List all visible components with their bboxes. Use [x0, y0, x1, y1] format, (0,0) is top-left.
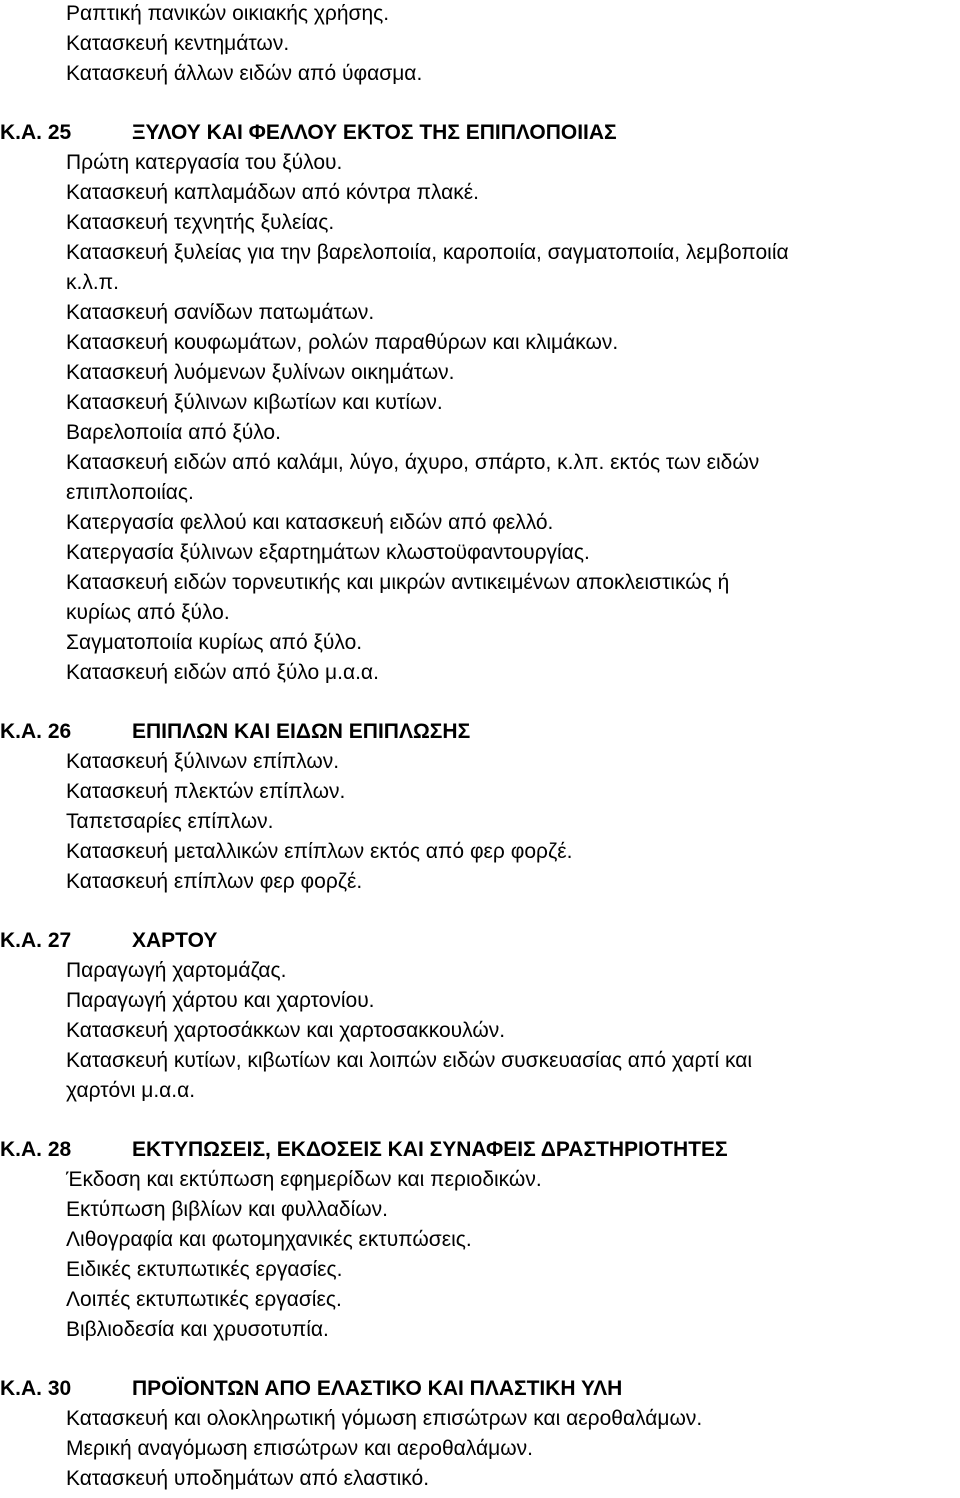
list-item: Ειδικές εκτυπωτικές εργασίες. — [66, 1258, 343, 1281]
list-item: Κατασκευή ειδών από καλάμι, λύγο, άχυρο, σπάρτο, κ.λπ. εκτός των ειδών — [66, 451, 760, 474]
list-item: Λιθογραφία και φωτομηχανικές εκτυπώσεις. — [66, 1228, 472, 1251]
list-item: Κατασκευή ξύλινων κιβωτίων και κυτίων. — [66, 391, 443, 414]
list-item: Παραγωγή χαρτομάζας. — [66, 959, 287, 982]
list-item: Κατασκευή σανίδων πατωμάτων. — [66, 301, 375, 324]
section-title: ΧΑΡΤΟΥ — [132, 929, 218, 952]
list-item: Μερική αναγόμωση επισώτρων και αεροθαλάμων. — [66, 1437, 533, 1460]
list-item: Κατασκευή κουφωμάτων, ρολών παραθύρων και κλιμάκων. — [66, 331, 619, 354]
list-item: Βαρελοποιία από ξύλο. — [66, 421, 281, 444]
list-item: κυρίως από ξύλο. — [66, 601, 230, 624]
section-code: Κ.Α. 30 — [0, 1377, 72, 1400]
list-item: Κατασκευή ειδών τορνευτικής και μικρών αντικειμένων αποκλειστικώς ή — [66, 571, 730, 594]
list-item: Παραγωγή χάρτου και χαρτονίου. — [66, 989, 375, 1012]
list-item: Κατεργασία ξύλινων εξαρτημάτων κλωστοϋφαντουργίας. — [66, 541, 590, 564]
list-item: Κατασκευή καπλαμάδων από κόντρα πλακέ. — [66, 181, 479, 204]
list-item: χαρτόνι μ.α.α. — [66, 1079, 196, 1102]
list-item: Λοιπές εκτυπωτικές εργασίες. — [66, 1288, 342, 1311]
list-item: Κατασκευή υποδημάτων από ελαστικό. — [66, 1467, 430, 1490]
section-title: ΕΚΤΥΠΩΣΕΙΣ, ΕΚΔΟΣΕΙΣ ΚΑΙ ΣΥΝΑΦΕΙΣ ΔΡΑΣΤΗΡΙΟΤΗΤΕΣ — [132, 1138, 728, 1161]
list-item: Κατασκευή άλλων ειδών από ύφασμα. — [66, 62, 423, 85]
list-item: Κατασκευή χαρτοσάκκων και χαρτοσακκουλών. — [66, 1019, 506, 1042]
list-item: Κατασκευή ειδών από ξύλο μ.α.α. — [66, 661, 379, 684]
list-item: Σαγματοποιία κυρίως από ξύλο. — [66, 631, 363, 654]
list-item: Κατασκευή λυόμενων ξυλίνων οικημάτων. — [66, 361, 455, 384]
list-item: Κατασκευή και ολοκληρωτική γόμωση επισώτρων και αεροθαλάμων. — [66, 1407, 703, 1430]
list-item: Βιβλιοδεσία και χρυσοτυπία. — [66, 1318, 329, 1341]
section-code: Κ.Α. 26 — [0, 720, 72, 743]
list-item: Κατασκευή τεχνητής ξυλείας. — [66, 211, 335, 234]
list-item: Ραπτική πανικών οικιακής χρήσης. — [66, 2, 390, 25]
list-item: Κατασκευή ξύλινων επίπλων. — [66, 750, 340, 773]
section-code: Κ.Α. 25 — [0, 121, 72, 144]
list-item: Κατασκευή επίπλων φερ φορζέ. — [66, 870, 363, 893]
list-item: Έκδοση και εκτύπωση εφημερίδων και περιοδικών. — [66, 1168, 542, 1191]
list-item: Κατασκευή μεταλλικών επίπλων εκτός από φερ φορζέ. — [66, 840, 573, 863]
list-item: Κατασκευή πλεκτών επίπλων. — [66, 780, 346, 803]
list-item: Ταπετσαρίες επίπλων. — [66, 810, 274, 833]
section-title: ΠΡΟΪΟΝΤΩΝ ΑΠΟ ΕΛΑΣΤΙΚΟ ΚΑΙ ΠΛΑΣΤΙΚΗ ΥΛΗ — [132, 1377, 623, 1400]
list-item: επιπλοποιίας. — [66, 481, 194, 504]
list-item: κ.λ.π. — [66, 271, 119, 294]
list-item: Κατεργασία φελλού και κατασκευή ειδών από φελλό. — [66, 511, 554, 534]
list-item: Κατασκευή κυτίων, κιβωτίων και λοιπών ειδών συσκευασίας από χαρτί και — [66, 1049, 753, 1072]
list-item: Πρώτη κατεργασία του ξύλου. — [66, 151, 343, 174]
section-code: Κ.Α. 28 — [0, 1138, 72, 1161]
list-item: Κατασκευή ξυλείας για την βαρελοποιία, καροποιία, σαγματοποιία, λεμβοποιία — [66, 241, 789, 264]
list-item: Εκτύπωση βιβλίων και φυλλαδίων. — [66, 1198, 388, 1221]
section-title: ΞΥΛΟΥ ΚΑΙ ΦΕΛΛΟΥ ΕΚΤΟΣ ΤΗΣ ΕΠΙΠΛΟΠΟΙΙΑΣ — [132, 121, 617, 144]
section-title: ΕΠΙΠΛΩΝ ΚΑΙ ΕΙΔΩΝ ΕΠΙΠΛΩΣΗΣ — [132, 720, 471, 743]
section-code: Κ.Α. 27 — [0, 929, 72, 952]
list-item: Κατασκευή κεντημάτων. — [66, 32, 290, 55]
